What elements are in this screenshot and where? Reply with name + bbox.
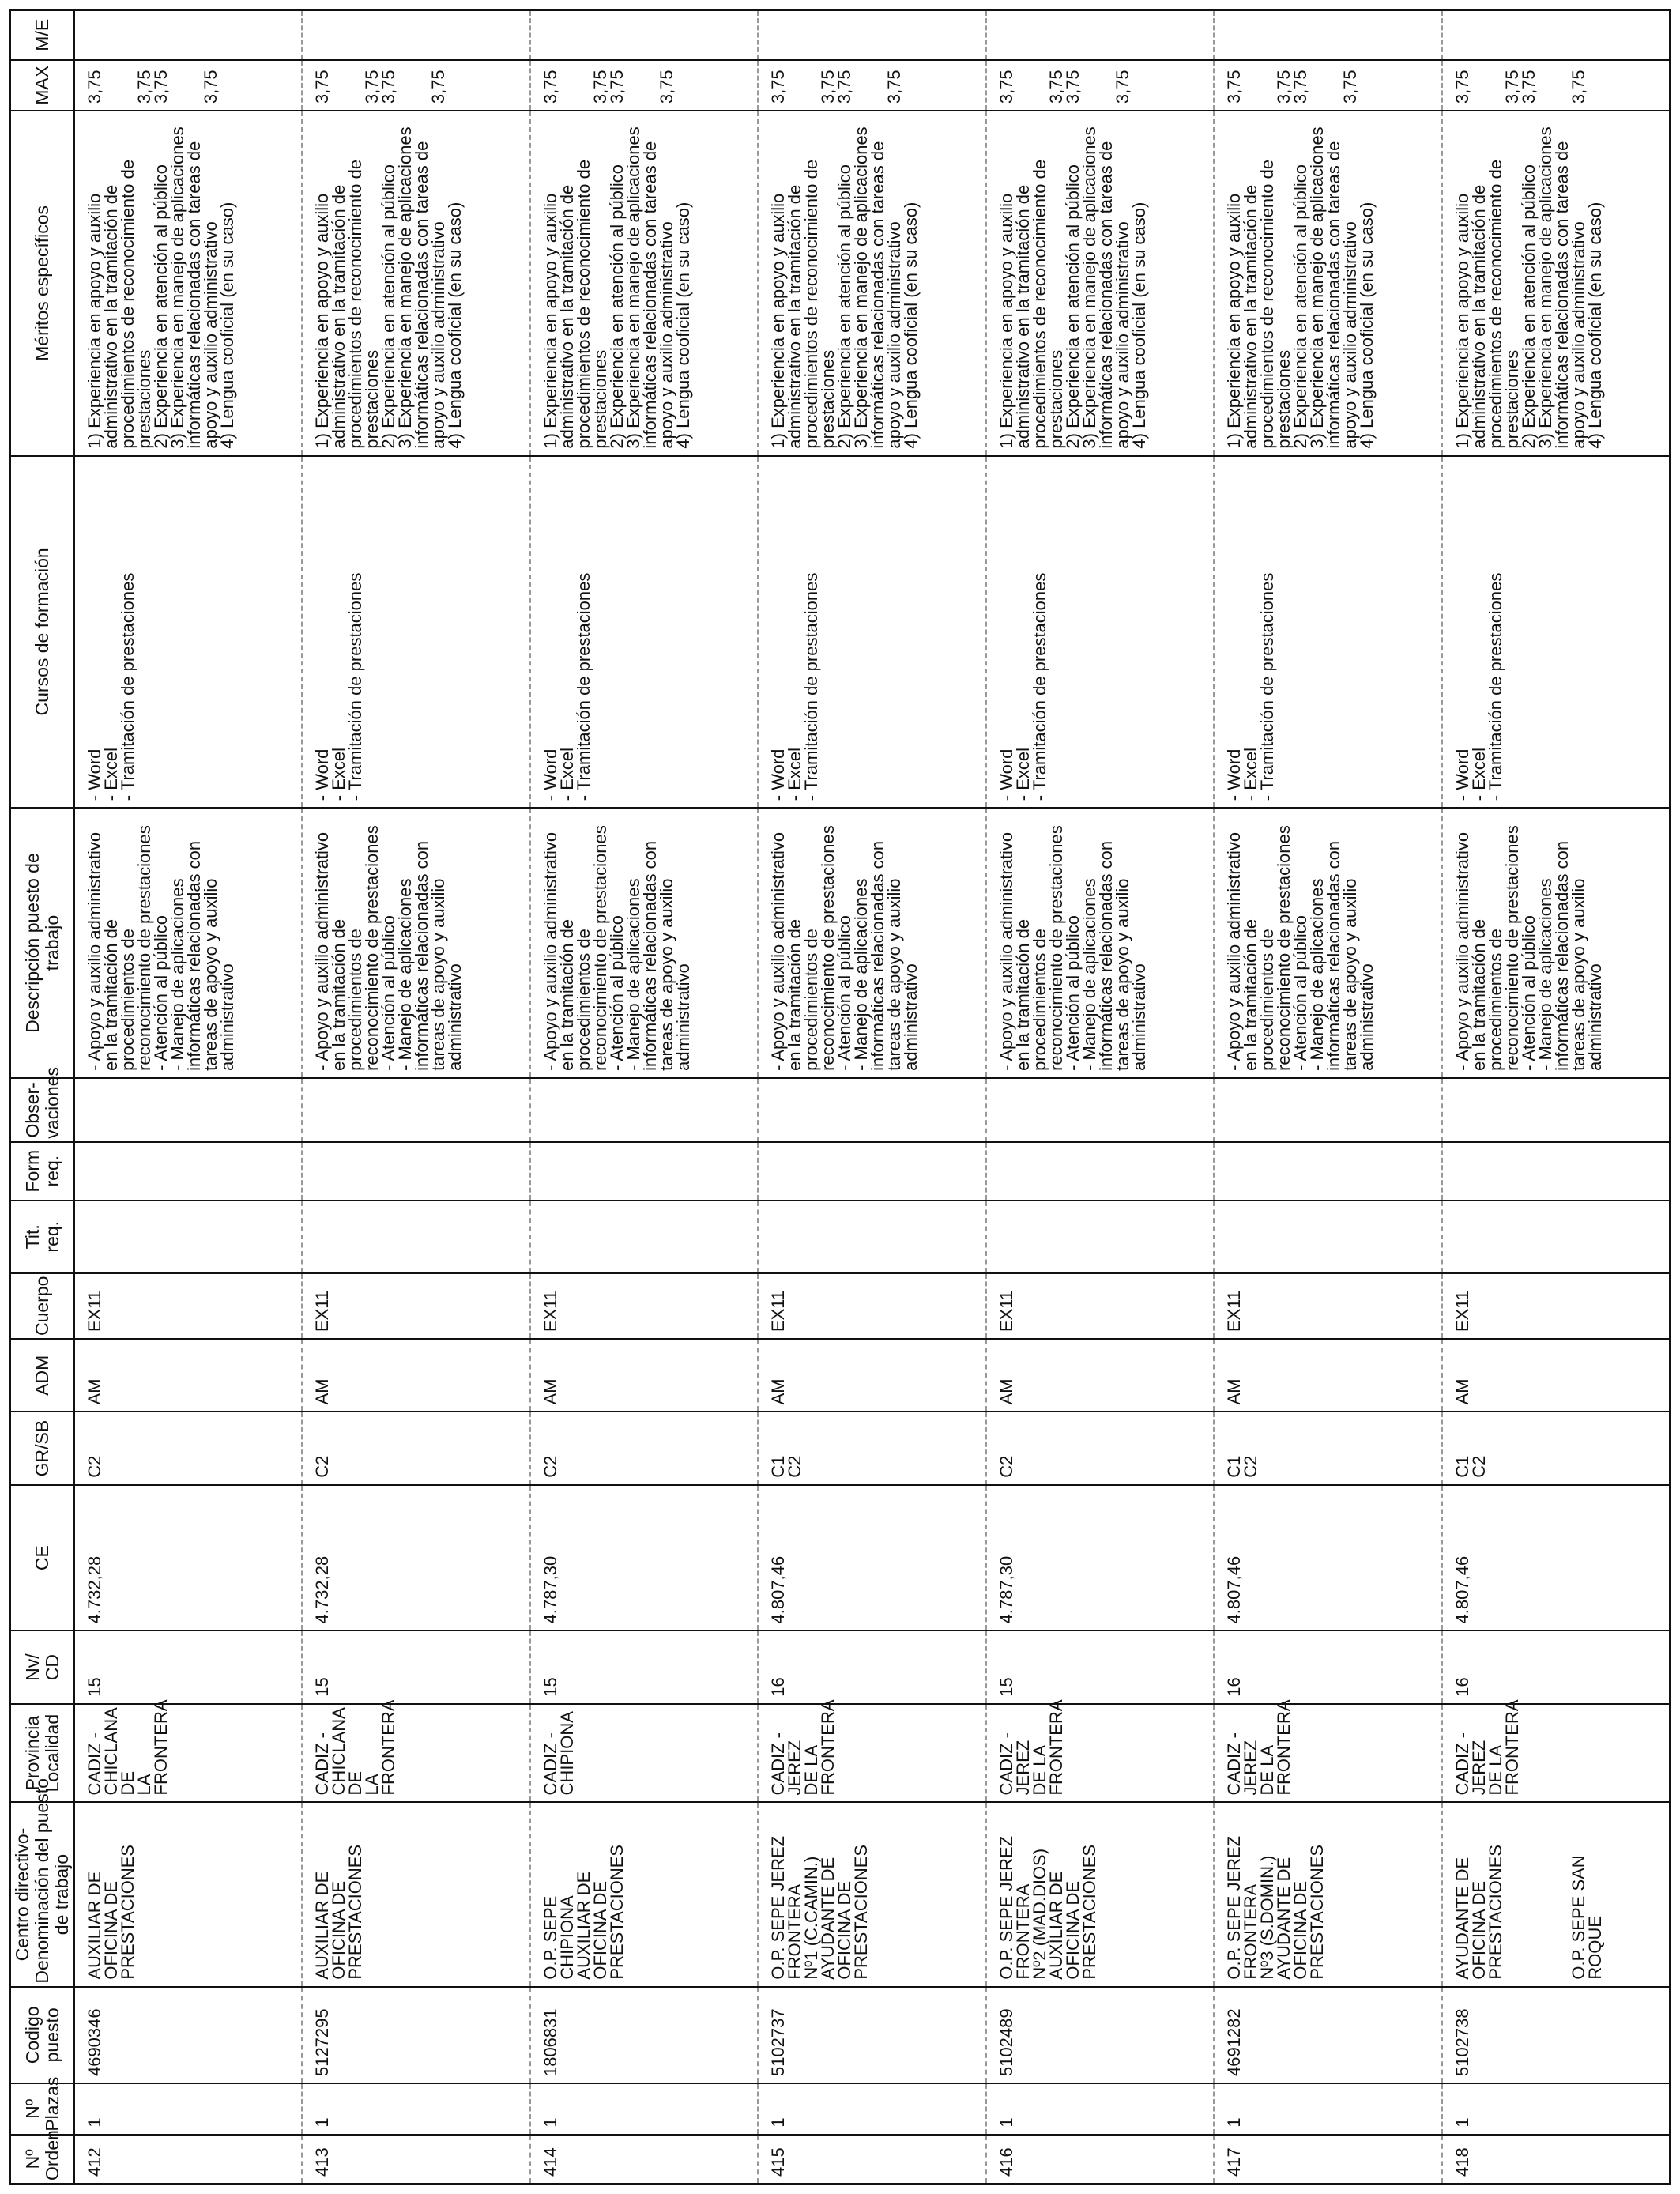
cell-centro: AUXILIAR DE OFICINA DE PRESTACIONES [74,1802,302,1986]
cell-cursos: - Word - Excel - Tramitación de prestaciones [1214,456,1441,809]
table-body [74,10,1670,2184]
cell-cursos: - Word - Excel - Tramitación de prestaciones [302,456,529,809]
cell-tit [74,1201,302,1273]
cell-adm: AM [74,1339,302,1412]
cell-nv: 15 [986,1630,1214,1703]
cell-nv: 15 [530,1630,758,1703]
cell-provincia: CADIZ - JEREZ DE LA FRONTERA [1442,1704,1670,1803]
cell-centro: O.P. SEPE CHIPIONA AUXILIAR DE OFICINA DE PRESTACIONES [530,1802,758,1986]
cell-ce: 4.787,30 [530,1485,758,1631]
cell-adm: AM [986,1339,1214,1412]
table-row [1442,10,1670,2184]
cell-nv: 15 [74,1630,302,1703]
table-row [74,10,302,2184]
cell-desc: - Apoyo y auxilio administrativo en la tramitación de procedimientos de reconocimiento de prestaciones - Atención al público - Manejo de aplicaciones informáticas relacionadas con tareas de apoyo y auxilio administrativo [758,808,985,1078]
header-max: MAX [10,60,74,111]
cell-orden: 416 [986,2135,1214,2184]
cell-meritos: 1) Experiencia en apoyo y auxilio administrativo en la tramitación de procedimientos de reconocimiento de prestaciones 2) Experiencia en atención al público 3) Experiencia en manejo de aplicaciones informáticas relacionadas con tareas de apoyo y auxilio administrativo 4) Lengua cooficial (en su caso) [758,111,985,455]
table-row [302,10,529,2184]
cell-desc: - Apoyo y auxilio administrativo en la tramitación de procedimientos de reconocimiento de prestaciones - Atención al público - Manejo de aplicaciones informáticas relacionadas con tareas de apoyo y auxilio administrativo [1442,808,1670,1078]
cell-provincia: CADIZ - JEREZ DE LA FRONTERA [758,1704,985,1803]
cell-codigo: 5102737 [758,1987,985,2083]
cell-form [1442,1142,1670,1201]
header-meritos: Méritos específicos [10,111,74,455]
cell-cuerpo: EX11 [74,1273,302,1339]
cell-plazas: 1 [1214,2083,1441,2135]
cell-cuerpo: EX11 [986,1273,1214,1339]
cell-ce: 4.807,46 [1214,1485,1441,1631]
cell-obs [986,1078,1214,1142]
cell-me [530,10,758,60]
cell-tit [986,1201,1214,1273]
cell-gr: C1 C2 [1214,1412,1441,1484]
cell-adm: AM [530,1339,758,1412]
positions-table [9,9,1671,2185]
cell-ce: 4.807,46 [758,1485,985,1631]
cell-codigo: 4690346 [74,1987,302,2083]
cell-gr: C2 [986,1412,1214,1484]
cell-nv: 16 [1214,1630,1441,1703]
cell-tit [1442,1201,1670,1273]
cell-form [74,1142,302,1201]
cell-max: 3,75 3,75 3,75 3,75 [986,60,1214,111]
cell-adm: AM [1442,1339,1670,1412]
cell-max: 3,75 3,75 3,75 3,75 [530,60,758,111]
cell-obs [302,1078,529,1142]
cell-orden: 418 [1442,2135,1670,2184]
cell-nv: 15 [302,1630,529,1703]
cell-cuerpo: EX11 [302,1273,529,1339]
cell-cursos: - Word - Excel - Tramitación de prestaciones [986,456,1214,809]
cell-codigo: 1806831 [530,1987,758,2083]
header-me: M/E [10,10,74,60]
cell-provincia: CADIZ - JEREZ DE LA FRONTERA [986,1704,1214,1803]
cell-plazas: 1 [1442,2083,1670,2135]
cell-form [986,1142,1214,1201]
cell-obs [74,1078,302,1142]
table-row [1214,10,1441,2184]
cell-ce: 4.732,28 [302,1485,529,1631]
cell-desc: - Apoyo y auxilio administrativo en la tramitación de procedimientos de reconocimiento de prestaciones - Atención al público - Manejo de aplicaciones informáticas relacionadas con tareas de apoyo y auxilio administrativo [74,808,302,1078]
cell-max: 3,75 3,75 3,75 3,75 [1214,60,1441,111]
cell-provincia: CADIZ - JEREZ DE LA FRONTERA [1214,1704,1441,1803]
cell-ce: 4.807,46 [1442,1485,1670,1631]
cell-form [758,1142,985,1201]
header-centro: Centro directivo- Denominación del puesto de trabajo [10,1802,74,1986]
cell-me [1442,10,1670,60]
cell-nv: 16 [1442,1630,1670,1703]
cell-cuerpo: EX11 [1214,1273,1441,1339]
cell-codigo: 5102738 [1442,1987,1670,2083]
cell-ce: 4.732,28 [74,1485,302,1631]
cell-provincia: CADIZ - CHICLANA DE LA FRONTERA [302,1704,529,1803]
cell-cuerpo: EX11 [758,1273,985,1339]
cell-me [758,10,985,60]
header-row [10,10,74,2184]
cell-desc: - Apoyo y auxilio administrativo en la tramitación de procedimientos de reconocimiento de prestaciones - Atención al público - Manejo de aplicaciones informáticas relacionadas con tareas de apoyo y auxilio administrativo [302,808,529,1078]
cell-meritos: 1) Experiencia en apoyo y auxilio administrativo en la tramitación de procedimientos de reconocimiento de prestaciones 2) Experiencia en atención al público 3) Experiencia en manejo de aplicaciones informáticas relacionadas con tareas de apoyo y auxilio administrativo 4) Lengua cooficial (en su caso) [1214,111,1441,455]
cell-centro: AUXILIAR DE OFICINA DE PRESTACIONES [302,1802,529,1986]
header-form: Form req. [10,1142,74,1201]
cell-orden: 415 [758,2135,985,2184]
cell-adm: AM [1214,1339,1441,1412]
cell-orden: 412 [74,2135,302,2184]
cell-desc: - Apoyo y auxilio administrativo en la tramitación de procedimientos de reconocimiento de prestaciones - Atención al público - Manejo de aplicaciones informáticas relacionadas con tareas de apoyo y auxilio administrativo [1214,808,1441,1078]
cell-cursos: - Word - Excel - Tramitación de prestaciones [1442,456,1670,809]
cell-centro: O.P. SEPE JEREZ FRONTERA Nº1 (C.CAMIN.) AYUDANTE DE OFICINA DE PRESTACIONES [758,1802,985,1986]
cell-cursos: - Word - Excel - Tramitación de prestaciones [758,456,985,809]
cell-form [530,1142,758,1201]
cell-meritos: 1) Experiencia en apoyo y auxilio administrativo en la tramitación de procedimientos de reconocimiento de prestaciones 2) Experiencia en atención al público 3) Experiencia en manejo de aplicaciones informáticas relacionadas con tareas de apoyo y auxilio administrativo 4) Lengua cooficial (en su caso) [1442,111,1670,455]
cell-gr: C1 C2 [1442,1412,1670,1484]
header-tit: Tit. req. [10,1201,74,1273]
cell-centro: AYUDANTE DE OFICINA DE PRESTACIONES O.P. SEPE SAN ROQUE [1442,1802,1670,1986]
cell-codigo: 5127295 [302,1987,529,2083]
cell-max: 3,75 3,75 3,75 3,75 [1442,60,1670,111]
cell-plazas: 1 [986,2083,1214,2135]
cell-plazas: 1 [530,2083,758,2135]
cell-form [302,1142,529,1201]
cell-meritos: 1) Experiencia en apoyo y auxilio administrativo en la tramitación de procedimientos de reconocimiento de prestaciones 2) Experiencia en atención al público 3) Experiencia en manejo de aplicaciones informáticas relacionadas con tareas de apoyo y auxilio administrativo 4) Lengua cooficial (en su caso) [986,111,1214,455]
cell-centro: O.P. SEPE JEREZ FRONTERA Nº2 (MAD.DIOS) AUXILIAR DE OFICINA DE PRESTACIONES [986,1802,1214,1986]
cell-max: 3,75 3,75 3,75 3,75 [758,60,985,111]
cell-obs [530,1078,758,1142]
cell-obs [1442,1078,1670,1142]
cell-desc: - Apoyo y auxilio administrativo en la tramitación de procedimientos de reconocimiento de prestaciones - Atención al público - Manejo de aplicaciones informáticas relacionadas con tareas de apoyo y auxilio administrativo [986,808,1214,1078]
cell-cursos: - Word - Excel - Tramitación de prestaciones [74,456,302,809]
cell-tit [530,1201,758,1273]
cell-nv: 16 [758,1630,985,1703]
table-row [530,10,758,2184]
cell-meritos: 1) Experiencia en apoyo y auxilio administrativo en la tramitación de procedimientos de reconocimiento de prestaciones 2) Experiencia en atención al público 3) Experiencia en manejo de aplicaciones informáticas relacionadas con tareas de apoyo y auxilio administrativo 4) Lengua cooficial (en su caso) [530,111,758,455]
cell-gr: C1 C2 [758,1412,985,1484]
cell-provincia: CADIZ - CHIPIONA [530,1704,758,1803]
cell-max: 3,75 3,75 3,75 3,75 [74,60,302,111]
header-cuerpo: Cuerpo [10,1273,74,1339]
cell-provincia: CADIZ - CHICLANA DE LA FRONTERA [74,1704,302,1803]
cell-ce: 4.787,30 [986,1485,1214,1631]
cell-adm: AM [758,1339,985,1412]
cell-codigo: 5102489 [986,1987,1214,2083]
cell-cuerpo: EX11 [1442,1273,1670,1339]
cell-codigo: 4691282 [1214,1987,1441,2083]
cell-me [302,10,529,60]
header-codigo: Codigo puesto [10,1987,74,2083]
cell-obs [758,1078,985,1142]
header-plazas: Nº Plazas [10,2083,74,2135]
table-row [986,10,1214,2184]
cell-max: 3,75 3,75 3,75 3,75 [302,60,529,111]
header-desc: Descripción puesto de trabajo [10,808,74,1078]
cell-plazas: 1 [74,2083,302,2135]
cell-meritos: 1) Experiencia en apoyo y auxilio administrativo en la tramitación de procedimientos de reconocimiento de prestaciones 2) Experiencia en atención al público 3) Experiencia en manejo de aplicaciones informáticas relacionadas con tareas de apoyo y auxilio administrativo 4) Lengua cooficial (en su caso) [74,111,302,455]
header-provincia: Provincia Localidad [10,1704,74,1803]
cell-gr: C2 [302,1412,529,1484]
header-adm: ADM [10,1339,74,1412]
cell-me [1214,10,1441,60]
cell-centro: O.P. SEPE JEREZ FRONTERA Nº3 (S.DOMIN.) AYUDANTE DE OFICINA DE PRESTACIONES [1214,1802,1441,1986]
cell-me [986,10,1214,60]
cell-desc: - Apoyo y auxilio administrativo en la tramitación de procedimientos de reconocimiento de prestaciones - Atención al público - Manejo de aplicaciones informáticas relacionadas con tareas de apoyo y auxilio administrativo [530,808,758,1078]
header-gr: GR/SB [10,1412,74,1484]
cell-orden: 414 [530,2135,758,2184]
header-orden: Nº Orden [10,2135,74,2184]
cell-orden: 417 [1214,2135,1441,2184]
header-cursos: Cursos de formación [10,456,74,809]
cell-gr: C2 [530,1412,758,1484]
header-obs: Obser- vaciones [10,1078,74,1142]
cell-cursos: - Word - Excel - Tramitación de prestaciones [530,456,758,809]
cell-meritos: 1) Experiencia en apoyo y auxilio administrativo en la tramitación de procedimientos de reconocimiento de prestaciones 2) Experiencia en atención al público 3) Experiencia en manejo de aplicaciones informáticas relacionadas con tareas de apoyo y auxilio administrativo 4) Lengua cooficial (en su caso) [302,111,529,455]
cell-plazas: 1 [758,2083,985,2135]
cell-me [74,10,302,60]
cell-tit [1214,1201,1441,1273]
cell-orden: 413 [302,2135,529,2184]
cell-form [1214,1142,1441,1201]
cell-plazas: 1 [302,2083,529,2135]
cell-tit [758,1201,985,1273]
cell-cuerpo: EX11 [530,1273,758,1339]
cell-gr: C2 [74,1412,302,1484]
cell-adm: AM [302,1339,529,1412]
cell-obs [1214,1078,1441,1142]
table-row [758,10,985,2184]
header-ce: CE [10,1485,74,1631]
cell-tit [302,1201,529,1273]
header-nv: Nv/ CD [10,1630,74,1703]
